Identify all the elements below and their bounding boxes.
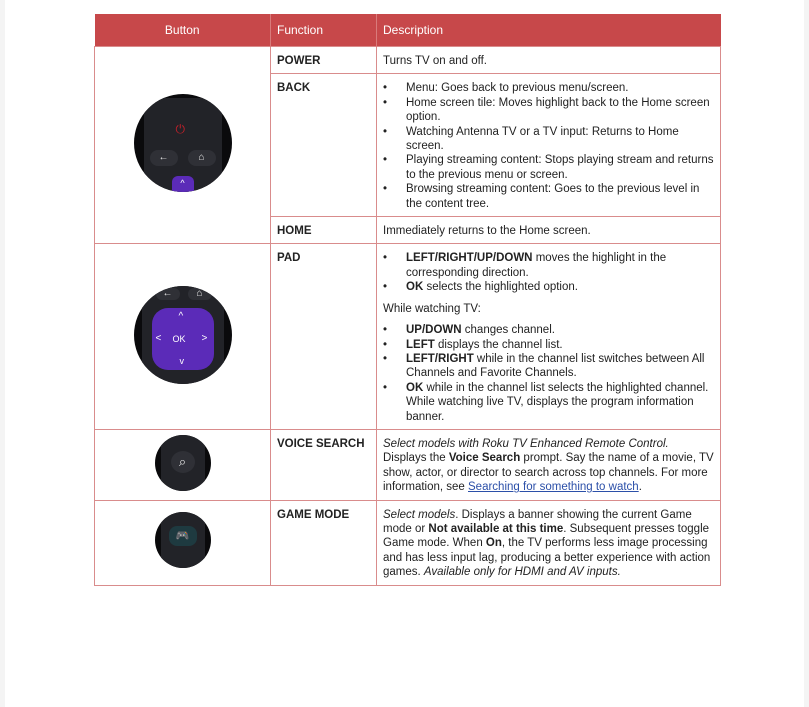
description-power: Turns TV on and off. xyxy=(377,47,721,74)
list-item: • LEFT/RIGHT while in the channel list switches between All Channels and Favorite Channels. xyxy=(406,352,714,381)
pad-image-cell xyxy=(95,244,271,429)
remote-game-image xyxy=(155,512,211,568)
pad-tv-bullet-list xyxy=(383,323,714,424)
pad-right-arrow-icon: > xyxy=(201,332,208,344)
while-watching-label: While watching TV: xyxy=(383,302,481,315)
voice-image-cell xyxy=(95,429,271,500)
table-row xyxy=(95,500,721,585)
table-row xyxy=(95,244,721,429)
function-voice-search: VOICE SEARCH xyxy=(271,429,377,500)
table-row xyxy=(95,429,721,500)
pad-bullet-list xyxy=(383,251,714,294)
list-item: • OK while in the channel list selects the highlighted channel. While watching live TV, displays the program information banner. xyxy=(406,381,714,424)
table-header-row xyxy=(95,14,721,47)
ok-button: OK xyxy=(172,333,186,344)
back-icon: ← xyxy=(150,150,178,166)
function-pad: PAD xyxy=(271,244,377,429)
game-controller-icon: 🎮 xyxy=(169,526,197,546)
function-home: HOME xyxy=(271,217,377,244)
description-pad xyxy=(377,244,721,429)
remote-buttons-table xyxy=(94,14,721,586)
list-item: • Watching Antenna TV or a TV input: Returns to Home screen. xyxy=(406,125,714,154)
remote-pad-image xyxy=(134,286,232,384)
pad-back-icon: ← xyxy=(156,288,180,300)
power-back-home-image-cell xyxy=(95,47,271,244)
pad-up-icon: ^ xyxy=(172,176,194,192)
description-home: Immediately returns to the Home screen. xyxy=(377,217,721,244)
description-back xyxy=(377,74,721,217)
description-voice-search: Select models with Roku TV Enhanced Remote Control. Displays the Voice Search prompt. Say the name of a movie, TV show, actor, or director to search across top channels. For more information, see Searching for something to watch. xyxy=(377,429,721,500)
pad-home-icon: ⌂ xyxy=(188,288,212,300)
function-game-mode: GAME MODE xyxy=(271,500,377,585)
document-page xyxy=(5,0,804,707)
table-row xyxy=(95,47,721,74)
list-item: • OK selects the highlighted option. xyxy=(406,280,714,294)
game-image-cell xyxy=(95,500,271,585)
list-item: • LEFT displays the channel list. xyxy=(406,338,714,352)
remote-top-image xyxy=(134,94,232,192)
header-button: Button xyxy=(95,14,271,47)
list-item: • UP/DOWN changes channel. xyxy=(406,323,714,337)
remote-voice-image xyxy=(155,435,211,491)
header-function: Function xyxy=(271,14,377,47)
header-description: Description xyxy=(377,14,721,47)
home-icon: ⌂ xyxy=(188,150,216,166)
list-item: • Playing streaming content: Stops playing stream and returns to the previous menu or screen. xyxy=(406,153,714,182)
description-game-mode: Select models. Displays a banner showing the current Game mode or Not available at this time. Subsequent presses toggle Game mode. When On, the TV performs less image processing and has less input lag, producing a better experience with action games. Available only for HDMI and AV inputs. xyxy=(377,500,721,585)
list-item: • Home screen tile: Moves highlight back to the Home screen option. xyxy=(406,96,714,125)
list-item: • Menu: Goes back to previous menu/screen. xyxy=(406,81,714,95)
power-icon: ⏻ xyxy=(175,122,185,137)
pad-down-arrow-icon: v xyxy=(179,355,184,366)
pad-up-arrow-icon: ^ xyxy=(178,310,184,322)
function-back: BACK xyxy=(271,74,377,217)
pad-left-arrow-icon: < xyxy=(155,332,162,344)
voice-search-icon: ⌕ xyxy=(171,451,195,473)
function-power: POWER xyxy=(271,47,377,74)
searching-link[interactable]: Searching for something to watch xyxy=(468,481,639,494)
list-item: • Browsing streaming content: Goes to the previous level in the content tree. xyxy=(406,182,714,211)
back-bullet-list xyxy=(383,81,714,211)
list-item: • LEFT/RIGHT/UP/DOWN moves the highlight in the corresponding direction. xyxy=(406,251,714,280)
